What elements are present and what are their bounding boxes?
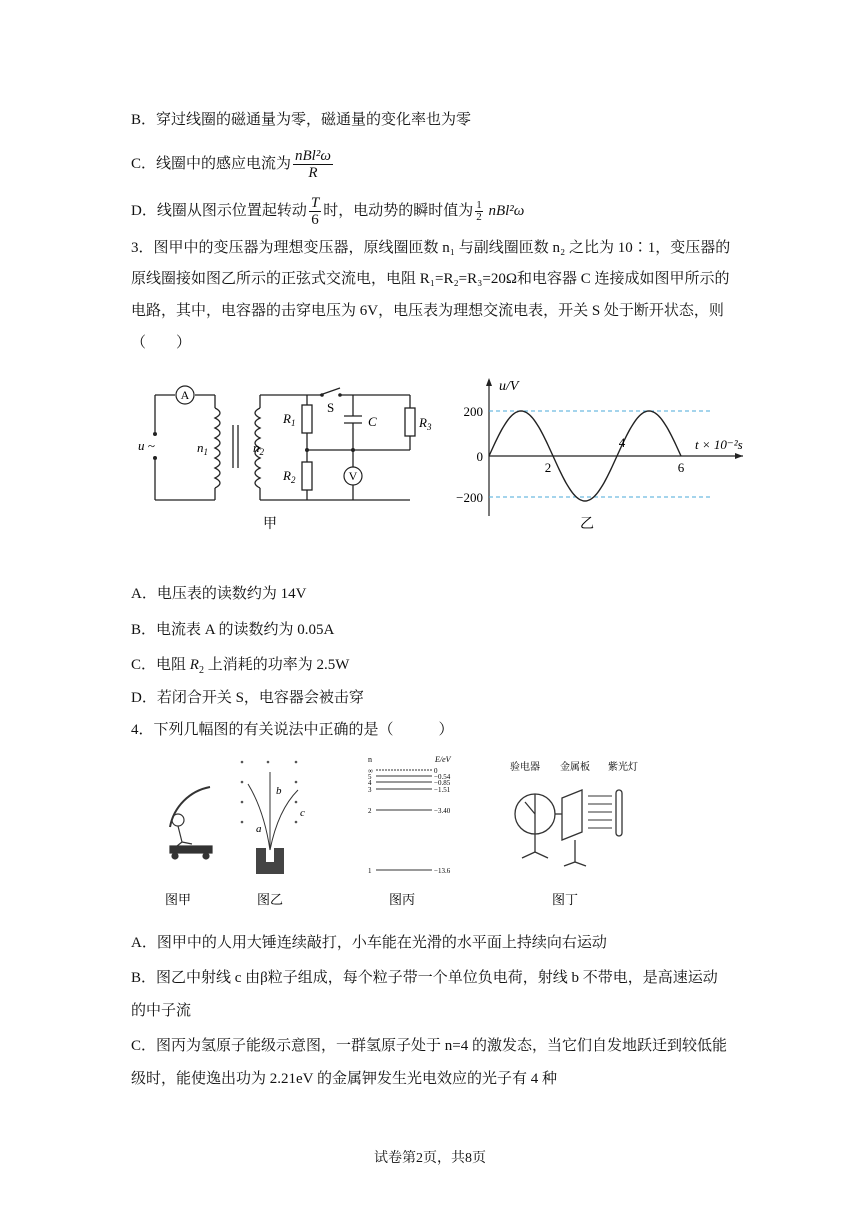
q2-option-d-text: D．线圈从图示位置起转动 — [131, 202, 307, 219]
energy-level-n: ∞ — [368, 767, 373, 775]
energy-level-value: −0.54 — [434, 773, 451, 781]
figure-caption: 图乙 — [256, 892, 284, 907]
fraction-numerator: T — [310, 195, 320, 211]
figure-caption: 图丙 — [388, 892, 416, 907]
y-tick-label: 200 — [463, 404, 483, 419]
energy-level-value: −3.40 — [434, 807, 451, 815]
x-tick-label: 4 — [618, 435, 626, 450]
fraction-denominator: R — [308, 165, 318, 181]
origin-label: 0 — [476, 449, 483, 464]
level-column-n: n — [368, 755, 372, 764]
chart-yi — [445, 368, 755, 558]
q2-option-d-mid: 时，电动势的瞬时值为 — [323, 202, 474, 219]
q3-stem-line4: （ ） — [131, 335, 192, 351]
figure-yi-radiation-icon — [241, 761, 298, 874]
figure-caption: 图甲 — [164, 892, 192, 907]
q4-option-b-line1: B．图乙中射线 c 由β粒子组成，每个粒子带一个单位负电荷，射线 b 不带电，是高速运动 — [131, 970, 718, 986]
r2-label: $R_2$ — [283, 468, 296, 485]
energy-level-n: 1 — [368, 867, 372, 875]
device-label: 紫光灯 — [608, 762, 638, 773]
ammeter-label: A — [180, 388, 190, 402]
y-axis-arrow-icon — [486, 378, 492, 386]
figure-ding-photoelectric-icon — [515, 790, 622, 866]
q4-stem: 4．下列几幅图的有关说法中正确的是（ ） — [131, 722, 454, 738]
energy-level-n: 4 — [368, 779, 372, 787]
r3-label: $R_3$ — [419, 415, 432, 432]
q2-option-b: B．穿过线圈的磁通量为零，磁通量的变化率也为零 — [131, 112, 472, 128]
q3-option-c-text2: 上消耗的功率为 2.5W — [203, 657, 350, 673]
q3-option-d: D．若闭合开关 S，电容器会被击穿 — [131, 690, 364, 706]
figure-bing-energy-levels — [368, 767, 451, 875]
q3-option-a: A．电压表的读数约为 14V — [131, 586, 307, 602]
q2-option-d-coef — [475, 200, 483, 223]
energy-level-value: 0 — [434, 767, 438, 775]
q3-option-c-subscript: 2 — [198, 665, 204, 676]
device-label: 验电器 — [510, 762, 540, 773]
q4-option-b-line2: 的中子流 — [131, 1003, 192, 1019]
q3-stem-line3: 电路，其中，电容器的击穿电压为 6V，电压表为理想交流电表，开关 S 处于断开状态，则 — [131, 303, 724, 319]
q4-option-c-line2: 级时，能使逸出功为 2.21eV 的金属钾发生光电效应的光子有 4 种 — [131, 1071, 557, 1087]
energy-level-value: −0.85 — [434, 779, 451, 787]
fraction-numerator: 1 — [476, 199, 482, 211]
y-tick-label: −200 — [456, 490, 483, 505]
figure-jia-cart-icon — [170, 787, 212, 859]
q3-stem-line2: 原线圈接如图乙所示的正弦式交流电，电阻 R₁=R₂=R₃=20Ω和电容器 C 连接成如图甲所示的 — [131, 271, 730, 287]
x-tick-label: 6 — [677, 460, 685, 475]
q4-option-c-line1: C．图丙为氢原子能级示意图，一群氢原子处于 n=4 的激发态，当它们自发地跃迁到较低能 — [131, 1038, 727, 1054]
x-axis-arrow-icon — [735, 453, 743, 459]
figure-caption-jia: 甲 — [263, 517, 277, 532]
q4-option-a: A．图甲中的人用大锤连续敲打，小车能在光滑的水平面上持续向右运动 — [131, 935, 607, 951]
switch-label: S — [327, 400, 335, 415]
device-label: 金属板 — [560, 762, 590, 773]
q2-option-c — [131, 148, 335, 181]
q2-option-c-text: C．线圈中的感应电流为 — [131, 155, 292, 172]
q3-stem-line1: 3．图甲中的变压器为理想变压器，原线圈匝数 n₁ 与副线圈匝数 n₂ 之比为 10∶1，变压器的 — [131, 240, 731, 256]
q3-option-b: B．电流表 A 的读数约为 0.05A — [131, 622, 335, 638]
n2-label: $n_2$ — [253, 440, 264, 457]
n1-label: $n_1$ — [197, 440, 208, 457]
capacitor-label: C — [368, 414, 377, 429]
q2-option-d — [131, 195, 524, 228]
energy-level-value: −1.51 — [434, 786, 451, 794]
x-tick-label: 2 — [544, 460, 552, 475]
figure-caption: 图丁 — [551, 892, 579, 907]
q4-figures — [150, 752, 650, 917]
y-axis-label: u/V — [499, 379, 519, 394]
fraction-numerator: nBl²ω — [295, 148, 331, 164]
q2-option-d-expr: nBl²ω — [488, 202, 525, 219]
fraction-denominator: 2 — [476, 211, 482, 223]
energy-level-value: −13.6 — [434, 867, 451, 875]
figure-caption-yi: 乙 — [580, 517, 594, 532]
x-axis-label: t × 10⁻²s — [695, 437, 743, 452]
source-label: u ~ — [138, 438, 155, 453]
ray-label: c — [300, 807, 305, 819]
q3-option-c — [131, 654, 349, 682]
level-column-e: E/eV — [435, 755, 451, 764]
ray-label: a — [256, 823, 262, 835]
energy-level-n: 2 — [368, 807, 372, 815]
q2-option-d-time-fraction — [309, 195, 321, 228]
page-footer: 试卷第2页，共8页 — [374, 1151, 486, 1166]
q2-option-c-fraction — [293, 148, 333, 181]
q3-option-c-symbol: R — [189, 657, 199, 673]
fraction-denominator: 6 — [311, 212, 319, 228]
r1-label: $R_1$ — [283, 411, 296, 428]
ray-label: b — [276, 785, 282, 797]
q3-option-c-text: C．电阻 — [131, 657, 190, 673]
circuit-diagram-jia — [135, 370, 445, 535]
energy-level-n: 3 — [368, 786, 372, 794]
voltmeter-label: V — [348, 469, 358, 483]
energy-level-n: 5 — [368, 773, 372, 781]
